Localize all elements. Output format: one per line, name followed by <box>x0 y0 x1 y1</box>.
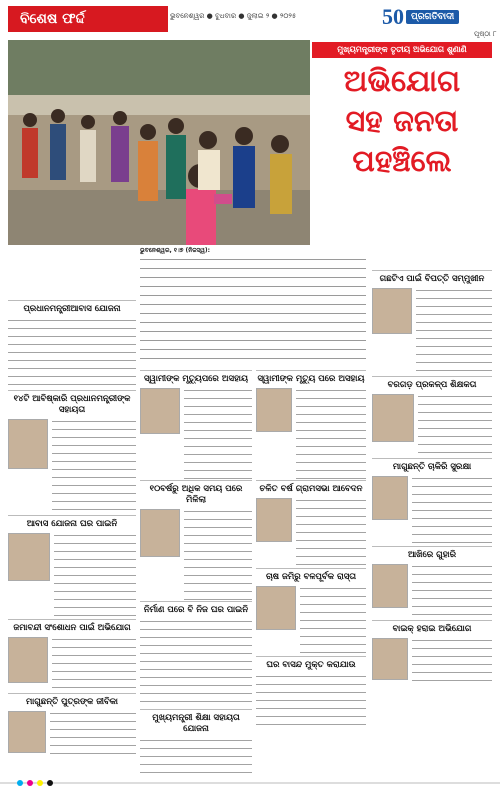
story-title: ୧୪ଟି ଆବିଷ୍କାରି ପ୍ରଧାନମନ୍ତ୍ରୀଙ୍କ ସହାୟତା <box>8 390 136 416</box>
story-body <box>54 533 136 619</box>
story-title: ସ୍ୱାମୀଙ୍କ ମୃତ୍ୟୁପରେ ଅସହାୟ <box>140 370 252 385</box>
story-title: ଘର ବାସନ୍ଦ ମୁକ୍ତ କରାଯାଉ <box>256 656 366 671</box>
dateline: ଭୁବନେଶ୍ୱର ● ବୁଧବାର ● ଜୁଲାଇ ୨ ● ୨୦୨୫ <box>170 12 297 20</box>
section-label: ବିଶେଷ ଫର୍ଦ୍ଦ <box>8 6 168 32</box>
story-with-photo <box>8 637 136 693</box>
story-body <box>52 637 136 693</box>
story-body <box>184 388 252 480</box>
column-3 <box>256 370 366 728</box>
story-body <box>296 498 366 568</box>
story-body <box>418 394 492 458</box>
story-body <box>184 509 252 601</box>
portrait-photo <box>8 419 48 469</box>
story-body <box>52 419 136 515</box>
portrait-photo <box>256 498 292 542</box>
page-header <box>0 0 500 40</box>
story-title: ପ୍ରଧାନମନ୍ତ୍ରୀଆବାସ ଯୋଜନା <box>8 300 136 315</box>
headline-line-1: ଅଭିଯୋଗ <box>343 64 461 99</box>
story-title: ମୁଖ୍ୟମନ୍ତ୍ରୀ ଶିକ୍ଷା ସହାୟତା ଯୋଜନା <box>140 709 252 735</box>
portrait-photo <box>140 388 180 434</box>
story-with-photo <box>256 586 366 656</box>
story-with-photo <box>140 509 252 601</box>
story-with-photo <box>8 711 136 755</box>
story-body <box>256 674 366 728</box>
story-body <box>412 638 492 684</box>
portrait-photo <box>8 637 48 683</box>
portrait-photo <box>372 638 408 680</box>
story-title: ମାଗୁଛନ୍ତି ପୁତ୍ରଙ୍କ ଜୀବିକା <box>8 693 136 708</box>
crowd-queue-image <box>8 40 310 245</box>
story-body <box>412 476 492 546</box>
column-1 <box>8 300 136 755</box>
portrait-photo <box>8 533 50 581</box>
story-with-photo <box>372 394 492 458</box>
lead-dateline: ଭୁବନେଶ୍ୱର, ୧।୭ (ନିଜସ୍ୱ): <box>140 247 211 254</box>
story-title: ସ୍ୱାମୀଙ୍କ ମୃତ୍ୟୁ ପରେ ଅସହାୟ <box>256 370 366 385</box>
story-with-photo <box>8 419 136 515</box>
story-body <box>416 288 492 376</box>
story-title: ୧୦ବର୍ଷରୁ ଅଧିକ ସମୟ ପରେ ମିଳିଲା <box>140 480 252 506</box>
story-with-photo <box>372 476 492 546</box>
story-body <box>300 586 366 656</box>
story-body <box>140 619 252 709</box>
lead-body-text <box>140 257 366 365</box>
story-body <box>140 738 252 778</box>
story-title: ଗଛଟିଏ ପାଇଁ ବିପତ୍ତି ସମ୍ମୁଖୀନ <box>372 270 492 285</box>
story-title: ଚାଷ ଜମିରୁ ବଳପୂର୍ବକ ରାସ୍ତା <box>256 568 366 583</box>
story-with-photo <box>140 388 252 480</box>
masthead-logo <box>382 4 459 30</box>
story-title: ମାଗୁଛନ୍ତି ଚାକିରି ସୁରକ୍ଷା <box>372 458 492 473</box>
story-body <box>50 711 136 755</box>
story-with-photo <box>8 533 136 619</box>
story-title: ଚଳିତ ବର୍ଷ ଗ୍ରାମସଭା ଆବେଦନ <box>256 480 366 495</box>
portrait-photo <box>8 711 46 753</box>
story-body <box>8 318 136 390</box>
portrait-photo <box>372 288 412 334</box>
page-number: ପୃଷ୍ଠା ୮ <box>474 30 497 38</box>
print-registration-bar <box>0 778 500 788</box>
story-title: ବରଗଡ଼ ପ୍ରକଳ୍ପ ଶିକ୍ଷକତା <box>372 376 492 391</box>
headline-kicker: ମୁଖ୍ୟମନ୍ତ୍ରୀଙ୍କ ତୃତୀୟ ଅଭିଯୋଗ ଶୁଣାଣି <box>312 42 492 58</box>
story-with-photo <box>372 638 492 684</box>
story-with-photo <box>256 388 366 480</box>
headline-line-2: ସହ ଜନତା <box>345 104 459 139</box>
portrait-photo <box>372 476 408 520</box>
story-title: ଜମାବନ୍ଦୀ ସଂଶୋଧନ ପାଇଁ ଅଭିଯୋଗ <box>8 619 136 634</box>
story-with-photo <box>256 498 366 568</box>
story-with-photo <box>372 564 492 620</box>
story-title: ବାଇକ୍ ହରାଇ ଅଭିଯୋଗ <box>372 620 492 635</box>
logo-number: 50 <box>382 4 404 29</box>
portrait-photo <box>372 394 414 442</box>
story-with-photo <box>372 288 492 376</box>
portrait-photo <box>256 586 296 630</box>
column-2 <box>140 370 252 778</box>
story-title: ଆବାସ ଯୋଜନା ଘର ପାଇନି <box>8 515 136 530</box>
hero-photo <box>8 40 310 245</box>
story-body <box>296 388 366 480</box>
story-body <box>412 564 492 620</box>
portrait-photo <box>140 509 180 557</box>
story-title: ନିର୍ମାଣ ପରେ ବି ନିଜ ଘର ପାଇନି <box>140 601 252 616</box>
portrait-photo <box>256 388 292 432</box>
lead-paragraph <box>140 246 366 365</box>
logo-name: ପ୍ରଗତିବାଦୀ <box>406 10 459 24</box>
portrait-photo <box>372 564 408 608</box>
headline-line-3: ପହଞ୍ଚିଲେ <box>352 144 452 179</box>
column-4 <box>372 62 492 684</box>
story-title: ଆଖିରେ ଗୁହାରି <box>372 546 492 561</box>
